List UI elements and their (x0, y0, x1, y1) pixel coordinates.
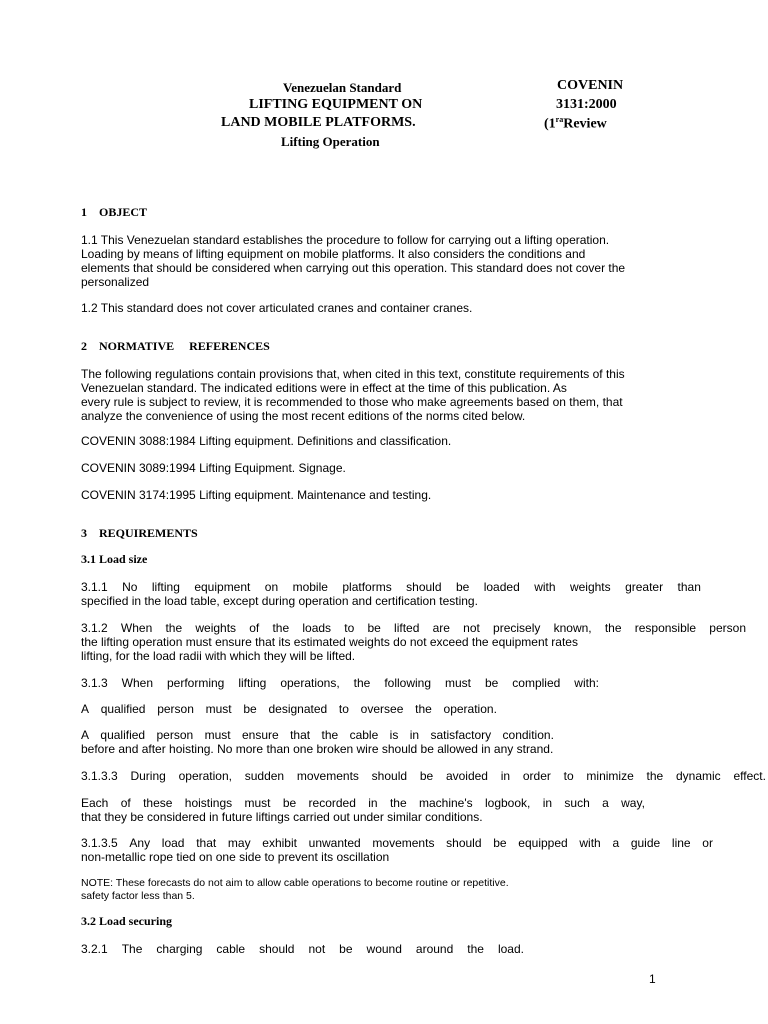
paragraph-qualified-person-oversee: A qualified person must be designated to oversee the operation. (81, 702, 497, 716)
reference-covenin-3174: COVENIN 3174:1995 Lifting equipment. Maintenance and testing. (81, 488, 432, 502)
subsection-3-2-heading: 3.2 Load securing (81, 914, 173, 928)
section-2-heading: 2 NORMATIVE REFERENCES (81, 339, 270, 353)
paragraph-2-intro: The following regulations contain provisions that, when cited in this text, constitute requirements of this Venezuelan standard. The indicated editions were in effect at the time of this publication. As every rule is subject to review, it is recommended to those who make agreements based on them, that analyze the convenience of using the most recent editions of the norms cited below. (81, 367, 625, 423)
reference-covenin-3089: COVENIN 3089:1994 Lifting Equipment. Signage. (81, 461, 346, 475)
paragraph-hoisting-record: Each of these hoistings must be recorded in the machine's logbook, in such a way, that they be considered in future liftings carried out under similar conditions. (81, 796, 645, 824)
document-title-line2: LAND MOBILE PLATFORMS. (221, 115, 416, 130)
paragraph-3-1-3-3: 3.1.3.3 During operation, sudden movements should be avoided in order to minimize the dynamic effect. (81, 769, 766, 783)
paragraph-cable-condition: A qualified person must ensure that the cable is in satisfactory condition. before and after hoisting. No more than one broken wire should be allowed in any strand. (81, 728, 554, 756)
paragraph-1-1: 1.1 This Venezuelan standard establishes the procedure to follow for carrying out a lifting operation. Loading by means of lifting equipment on mobile platforms. It also considers the conditions and elements that should be considered when carrying out this operation. This standard does not cover the personalized (81, 233, 626, 289)
reference-covenin-3088: COVENIN 3088:1984 Lifting equipment. Definitions and classification. (81, 434, 452, 448)
subsection-3-1-heading: 3.1 Load size (81, 552, 148, 566)
paragraph-3-1-2: 3.1.2 When the weights of the loads to be lifted are not precisely known, the responsible person the lifting operation must ensure that its estimated weights do not exceed the equipment rates lifting, for the load radii with which they will be lifted. (81, 621, 746, 663)
page-number: 1 (649, 972, 656, 986)
paragraph-3-1-1: 3.1.1 No lifting equipment on mobile platforms should be loaded with weights greater than specified in the load table, except during operation and certification testing. (81, 580, 701, 608)
standard-code-name: COVENIN (557, 78, 624, 93)
document-subtitle: Lifting Operation (281, 134, 380, 149)
document-title-line1: LIFTING EQUIPMENT ON (249, 97, 423, 112)
paragraph-3-1-3-5: 3.1.3.5 Any load that may exhibit unwanted movements should be equipped with a guide line or non-metallic rope tied on one side to prevent its oscillation (81, 836, 713, 864)
paragraph-3-2-1: 3.2.1 The charging cable should not be wound around the load. (81, 942, 524, 956)
standard-type: Venezuelan Standard (283, 80, 402, 95)
paragraph-3-1-3: 3.1.3 When performing lifting operations, the following must be complied with: (81, 676, 599, 690)
section-1-heading: 1 OBJECT (81, 205, 148, 219)
paragraph-1-2: 1.2 This standard does not cover articulated cranes and container cranes. (81, 301, 473, 315)
standard-revision: ($1^{ra}Review$ (544, 115, 607, 132)
note: NOTE: These forecasts do not aim to allow cable operations to become routine or repetitive. safety factor less than 5. (81, 877, 509, 902)
standard-code-number: 3131:2000 (556, 97, 617, 112)
section-3-heading: 3 REQUIREMENTS (81, 526, 198, 540)
